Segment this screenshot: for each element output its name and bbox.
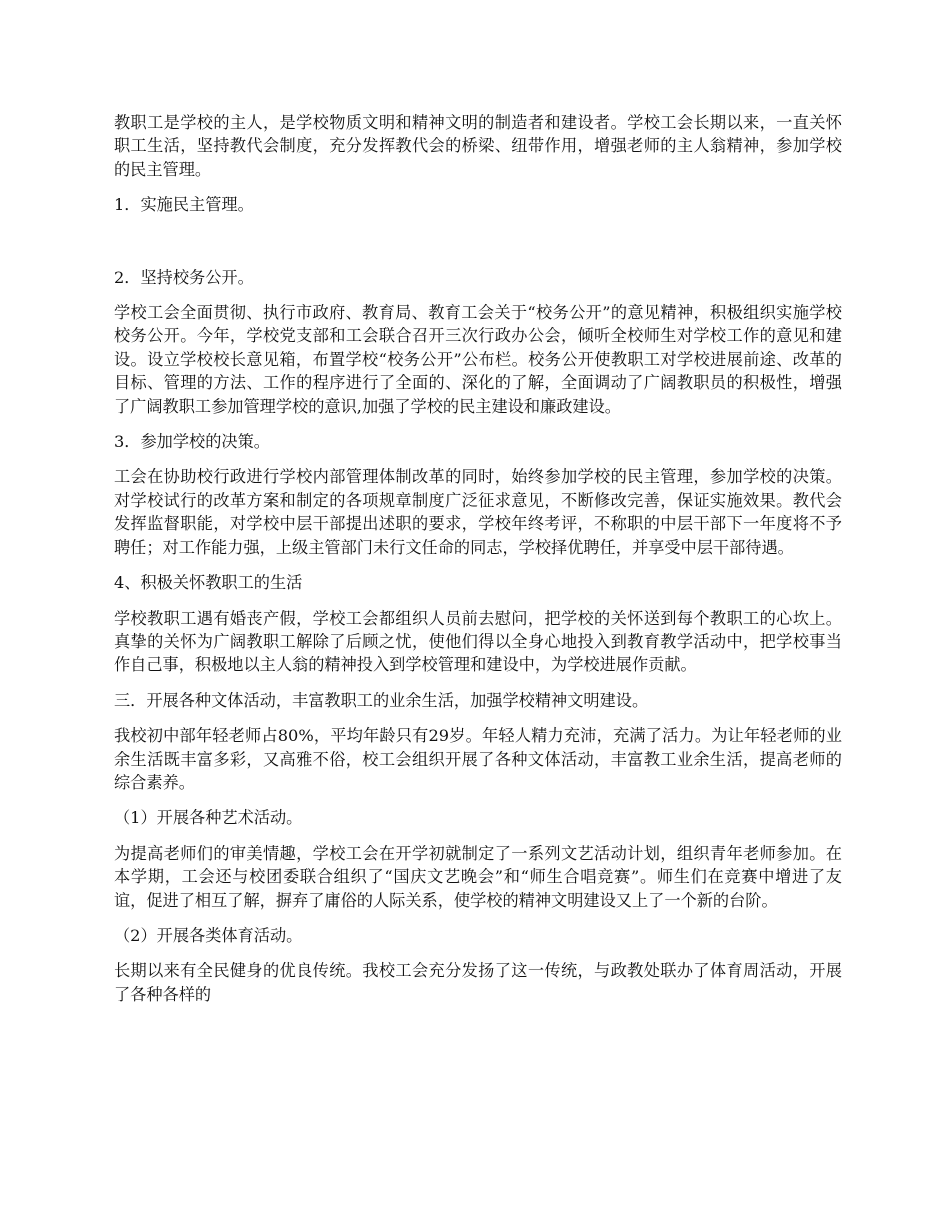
paragraph-art-activities: 为提高老师们的审美情趣，学校工会在开学初就制定了一系列文艺活动计划，组织青年老师参加。在本学期，工会还与校团委联合组织了“国庆文艺晚会”和“师生合唱竞赛”。师生们在竞赛中增进了友谊，促进了相互了解，摒弃了庸俗的人际关系，使学校的精神文明建设又上了一个新的台阶。 bbox=[114, 843, 842, 910]
paragraph-school-affairs-open: 学校工会全面贯彻、执行市政府、教育局、教育工会关于“校务公开”的意见精神，积极组织实施学校校务公开。今年，学校党支部和工会联合召开三次行政办公会，倾听全校师生对学校工作的意见和建设。设立学校校长意见箱，布置学校“校务公开”公布栏。校务公开使教职工对学校进展前途、改革的目标、管理的方法、工作的程序进行了全面的、深化的了解，全面调动了广阔教职员的积极性，增强了广阔教职工参加管理学校的意识,加强了学校的民主建设和廉政建设。 bbox=[114, 303, 842, 416]
paragraph-staff-care: 学校教职工遇有婚丧产假，学校工会都组织人员前去慰问，把学校的关怀送到每个教职工的心坎上。真挚的关怀为广阔教职工解除了后顾之忧，使他们得以全身心地投入到教育教学活动中，把学校事当作自己事，积极地以主人翁的精神投入到学校管理和建设中，为学校进展作贡献。 bbox=[114, 608, 842, 675]
heading-staff-care: 4、积极关怀教职工的生活 bbox=[114, 573, 303, 593]
paragraph-young-teachers: 我校初中部年轻老师占80%，平均年龄只有29岁。年轻人精力充沛，充满了活力。为让年轻老师的业余生活既丰富多彩，又高雅不俗，校工会组织开展了各种文体活动，丰富教工业余生活，提高老师的综合素养。 bbox=[114, 726, 842, 792]
paragraph-decision-participation: 工会在协助校行政进行学校内部管理体制改革的同时，始终参加学校的民主管理，参加学校的决策。对学校试行的改革方案和制定的各项规章制度广泛征求意见，不断修改完善，保证实施效果。教代会发挥监督职能，对学校中层干部提出述职的要求，学校年终考评，不称职的中层干部下一年度将不予聘任；对工作能力强，上级主管部门未行文任命的同志，学校择优聘任，并享受中层干部待遇。 bbox=[114, 467, 842, 557]
heading-art-activities: （1）开展各种艺术活动。 bbox=[114, 808, 303, 828]
heading-school-affairs-open: 2．坚持校务公开。 bbox=[114, 267, 254, 287]
heading-decision-participation: 3．参加学校的决策。 bbox=[114, 432, 270, 452]
heading-sports-activities: （2）开展各类体育活动。 bbox=[114, 925, 303, 945]
intro-paragraph: 教职工是学校的主人，是学校物质文明和精神文明的制造者和建设者。学校工会长期以来，一直关怀职工生活，坚持教代会制度，充分发挥教代会的桥梁、纽带作用，增强老师的主人翁精神，参加学校的民主管理。 bbox=[114, 113, 842, 179]
paragraph-sports-activities: 长期以来有全民健身的优良传统。我校工会充分发扬了这一传统，与政教处联办了体育周活动，开展了各种各样的 bbox=[114, 961, 842, 1004]
heading-cultural-activities: 三．开展各种文体活动，丰富教职工的业余生活，加强学校精神文明建设。 bbox=[114, 690, 649, 710]
heading-democratic-management: 1．实施民主管理。 bbox=[114, 195, 254, 215]
document-body bbox=[114, 111, 842, 1018]
